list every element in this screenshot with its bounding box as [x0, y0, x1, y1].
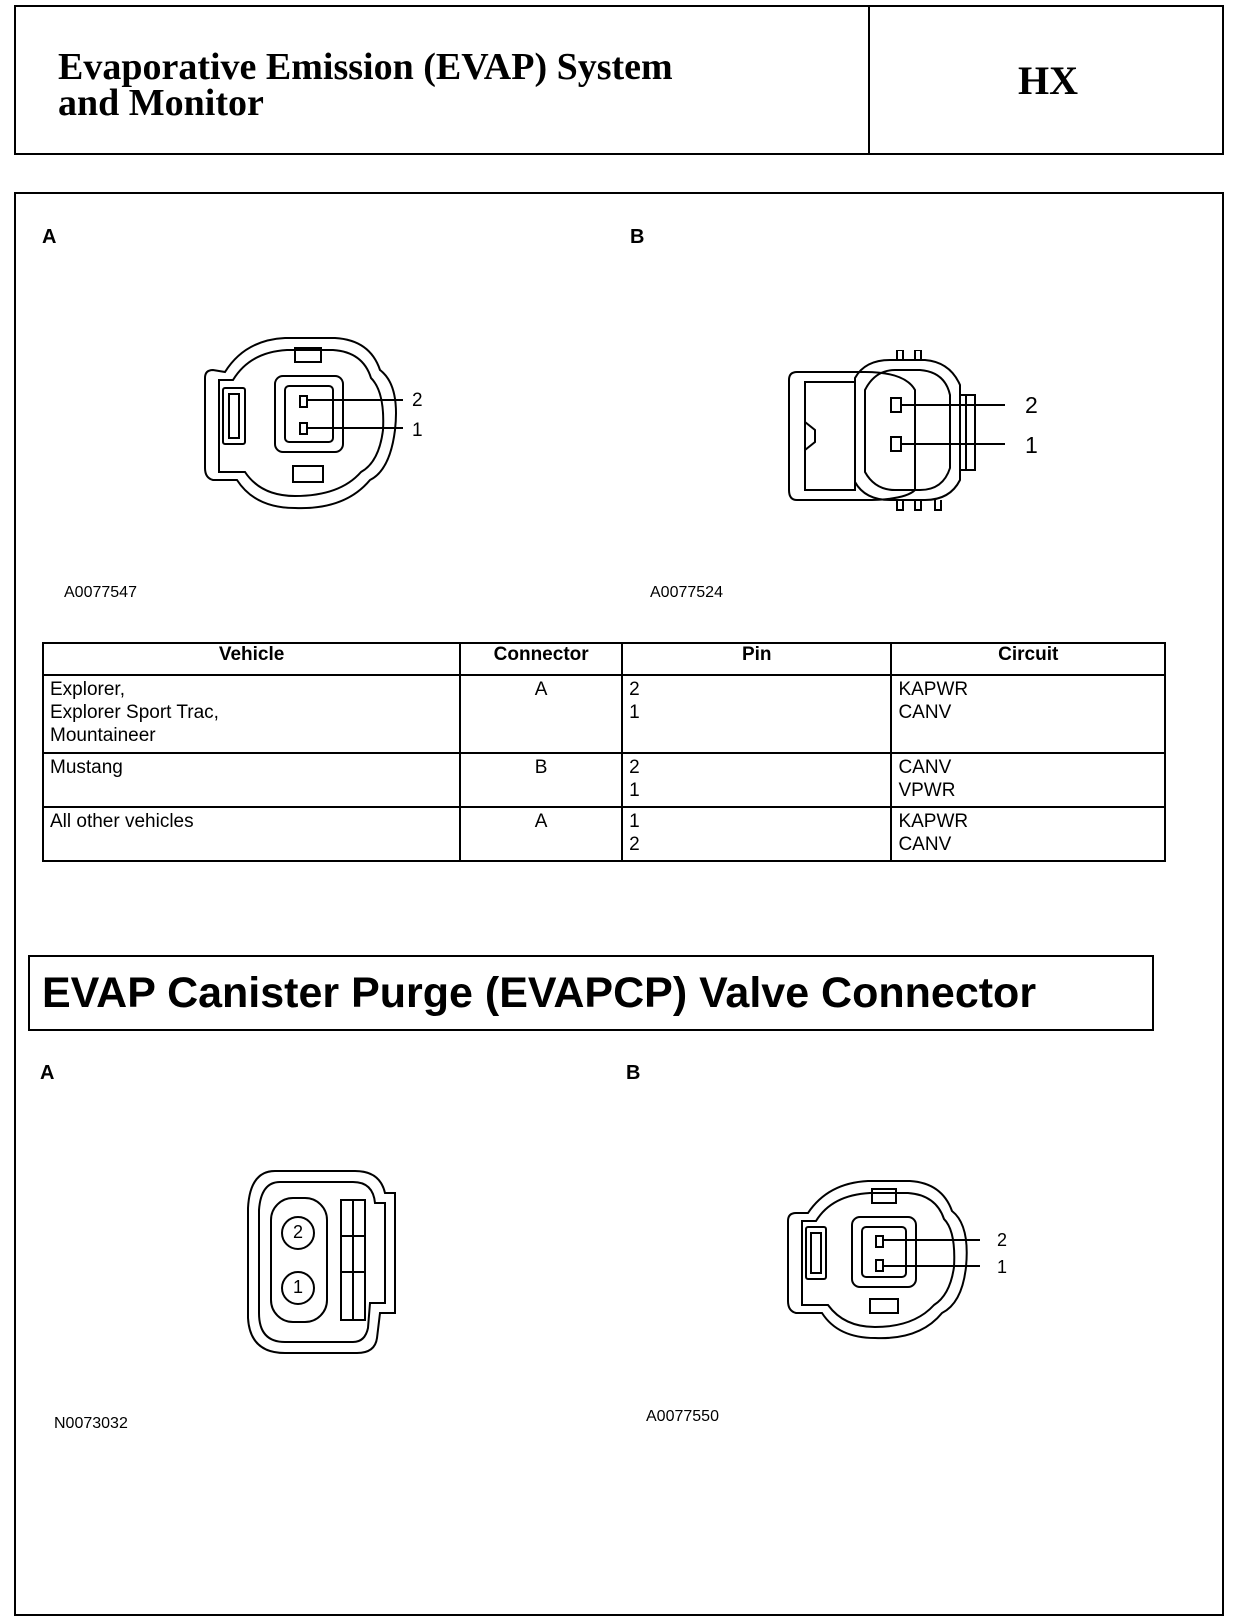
top-panel-b-figure-id: A0077524 — [650, 584, 723, 601]
page-title — [58, 46, 848, 124]
top-panel-a-figure-id: A0077547 — [64, 584, 137, 601]
pin-number: 2 — [629, 679, 640, 700]
vehicle-cell — [43, 675, 460, 753]
top-b-pin-1-label: 1 — [1025, 432, 1038, 458]
table-row — [43, 753, 1165, 807]
top-a-pin-2-label: 2 — [412, 390, 423, 411]
connector-cell: A — [460, 675, 622, 753]
circuit-cell — [891, 807, 1165, 861]
column-header-pin: Pin — [622, 643, 891, 675]
top-b-pin-2-label: 2 — [1025, 392, 1038, 418]
vehicle-line: All other vehicles — [50, 811, 194, 832]
circuit-name: CANV — [898, 834, 952, 855]
bottom-connector-b-diagram — [780, 1175, 1010, 1345]
top-connector-b-diagram — [785, 350, 1025, 520]
pin-1-terminal — [300, 423, 307, 434]
bottom-panel-b-letter: B — [626, 1062, 641, 1084]
circuit-name: VPWR — [898, 780, 956, 801]
pin-number: 2 — [629, 757, 640, 778]
page-title-line-2: and Monitor — [58, 82, 264, 124]
pin-1-terminal — [891, 437, 901, 451]
bottom-panel-a-figure-id: N0073032 — [54, 1415, 128, 1432]
pin-2-terminal — [891, 398, 901, 412]
top-panel-a-letter: A — [42, 226, 57, 248]
column-header-circuit: Circuit — [891, 643, 1165, 675]
page-title-line-1: Evaporative Emission (EVAP) System — [58, 46, 673, 88]
circuit-name: KAPWR — [898, 811, 969, 832]
header-divider — [868, 7, 870, 153]
pin-1-terminal — [876, 1260, 883, 1271]
pin-number: 2 — [629, 834, 640, 855]
vehicle-cell — [43, 753, 460, 807]
bottom-connector-a-diagram — [245, 1168, 415, 1358]
section-code: HX — [1018, 57, 1078, 103]
circuit-name: KAPWR — [898, 679, 969, 700]
table-row — [43, 807, 1165, 861]
connector-cell: A — [460, 807, 622, 861]
pin-cell — [622, 807, 891, 861]
section-title: EVAP Canister Purge (EVAPCP) Valve Connector — [28, 955, 1154, 1031]
pin-cell — [622, 675, 891, 753]
page-header — [14, 5, 1224, 155]
vehicle-line: Explorer Sport Trac, — [50, 702, 219, 723]
vehicle-cell — [43, 807, 460, 861]
column-header-vehicle: Vehicle — [43, 643, 460, 675]
circuit-cell — [891, 753, 1165, 807]
vehicle-line: Mountaineer — [50, 725, 156, 746]
connector-cell: B — [460, 753, 622, 807]
bottom-panel-a-letter: A — [40, 1062, 55, 1084]
pin-cell — [622, 753, 891, 807]
pin-2-terminal — [300, 396, 307, 407]
top-panel-b-letter: B — [630, 226, 645, 248]
bottom-b-pin-2-label: 2 — [997, 1230, 1008, 1250]
locking-tab — [806, 1227, 826, 1279]
column-header-connector: Connector — [460, 643, 622, 675]
bottom-a-pin-1-label: 1 — [292, 1277, 303, 1297]
circuit-name: CANV — [898, 757, 952, 778]
pin-number: 1 — [629, 780, 640, 801]
vehicle-line: Mustang — [50, 757, 123, 778]
pin-number: 1 — [629, 811, 640, 832]
bottom-b-pin-1-label: 1 — [997, 1257, 1008, 1277]
vehicle-line: Explorer, — [50, 679, 125, 700]
pin-number: 1 — [629, 702, 640, 723]
locking-tab — [223, 388, 245, 444]
connector-pin-table — [42, 642, 1166, 862]
table-row — [43, 675, 1165, 753]
circuit-name: CANV — [898, 702, 952, 723]
table-header-row — [43, 643, 1165, 675]
circuit-cell — [891, 675, 1165, 753]
top-a-pin-1-label: 1 — [412, 420, 423, 441]
bottom-panel-b-figure-id: A0077550 — [646, 1408, 719, 1425]
pin-2-terminal — [876, 1236, 883, 1247]
bottom-a-pin-2-label: 2 — [292, 1222, 303, 1242]
